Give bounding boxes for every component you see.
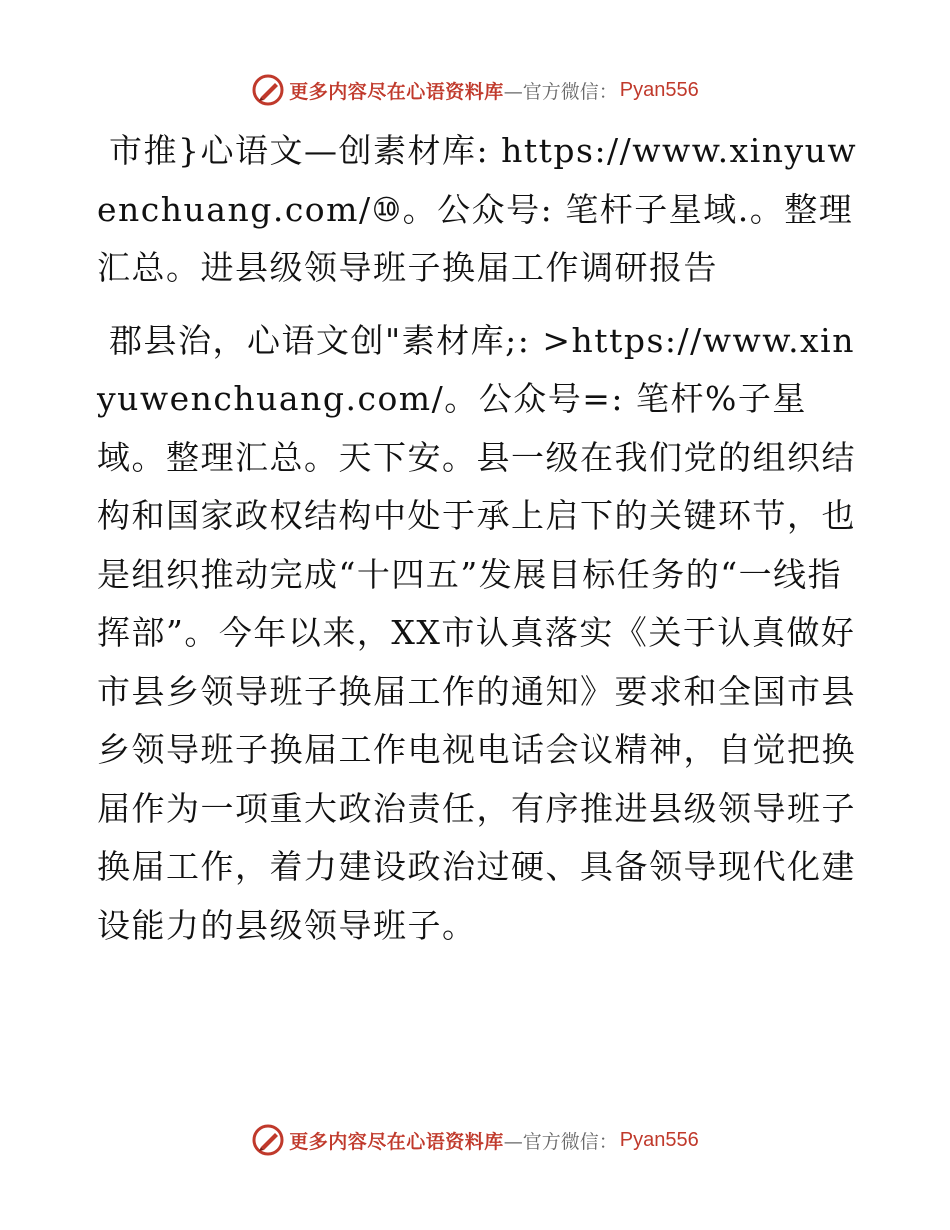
footer-watermark-sub: —官方微信： bbox=[503, 1130, 618, 1153]
footer-watermark-handle: Pyan556 bbox=[619, 1128, 699, 1151]
header-watermark-banner bbox=[0, 70, 950, 110]
paragraph-title: 市推}心语文—创素材库: https://www.xinyuwenchuang.com/⑩。公众号: 笔杆子星域.。整理汇总。进县级领导班子换届工作调研报告 bbox=[97, 131, 858, 287]
header-watermark-text: 更多内容尽在心语资料库 bbox=[289, 80, 504, 103]
pen-seal-logo-icon bbox=[251, 73, 285, 107]
document-body bbox=[97, 122, 867, 955]
footer-watermark-banner bbox=[0, 1120, 950, 1160]
footer-watermark-text: 更多内容尽在心语资料库 bbox=[289, 1130, 504, 1153]
header-watermark-sub: —官方微信： bbox=[503, 80, 618, 103]
header-watermark-handle: Pyan556 bbox=[619, 78, 699, 101]
pen-seal-logo-icon bbox=[251, 1123, 285, 1157]
paragraph-body: 郡县治，心语文创"素材库;: >https://www.xinyuwenchuang.com/。公众号=: 笔杆%子星域。整理汇总。天下安。县一级在我们党的组织结构和国家政权结构中处于承上启下的关键环节，也是组织推动完成“十四五”发展目标任务的“一线指挥部”。今年以来，XX市认真落实《关于认真做好市县乡领导班子换届工作的通知》要求和全国市县乡领导班子换届工作电视电话会议精神，自觉把换届作为一项重大政治责任，有序推进县级领导班子换届工作，着力建设政治过硬、具备领导现代化建设能力的县级领导班子。 bbox=[97, 320, 856, 945]
